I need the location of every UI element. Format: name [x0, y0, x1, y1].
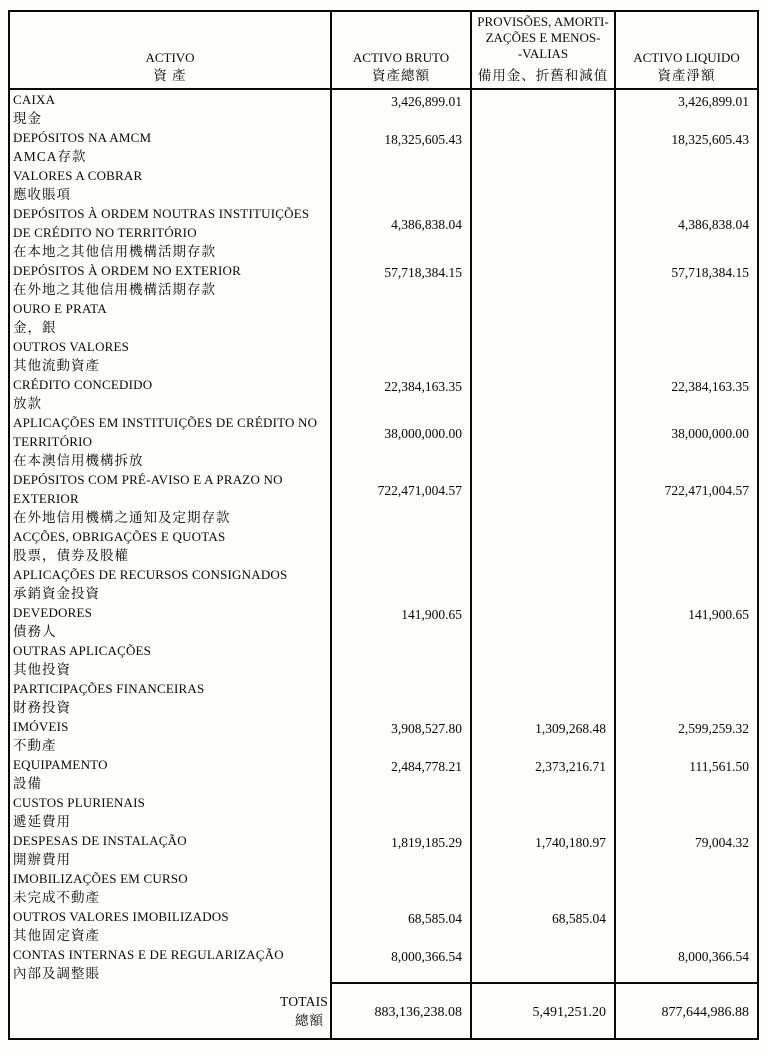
table-row — [9, 375, 758, 413]
gross-value: 2,484,778.21 — [331, 755, 471, 793]
net-value: 3,426,899.01 — [615, 89, 758, 128]
net-value — [615, 869, 758, 907]
asset-name-cn: 財務投資 — [13, 700, 71, 715]
asset-name-cell — [9, 470, 331, 527]
gross-value: 22,384,163.35 — [331, 375, 471, 413]
gross-value — [331, 527, 471, 565]
gross-value: 3,908,527.80 — [331, 717, 471, 755]
provisions-value — [471, 470, 615, 527]
net-value: 722,471,004.57 — [615, 470, 758, 527]
table-row — [9, 945, 758, 983]
asset-name-cell — [9, 603, 331, 641]
table-row — [9, 907, 758, 945]
asset-name-cell — [9, 128, 331, 166]
asset-name-cn: 放款 — [13, 396, 42, 411]
table-row — [9, 527, 758, 565]
column-header-activo-liquido — [615, 11, 758, 89]
provisions-value — [471, 641, 615, 679]
asset-name-pt: OURO E PRATA — [13, 301, 107, 316]
column-header-activo-liquido-pt: ACTIVO LIQUIDO — [633, 50, 740, 65]
provisions-value — [471, 413, 615, 470]
asset-name-pt: OUTROS VALORES IMOBILIZADOS — [13, 909, 229, 924]
net-value — [615, 299, 758, 337]
gross-value: 4,386,838.04 — [331, 204, 471, 261]
asset-name-pt: DEPÓSITOS À ORDEM NO EXTERIOR — [13, 263, 242, 278]
gross-value — [331, 869, 471, 907]
net-value: 111,561.50 — [615, 755, 758, 793]
asset-name-cn: 內部及調整賬 — [13, 966, 100, 981]
gross-value: 8,000,366.54 — [331, 945, 471, 983]
totals-row — [9, 983, 758, 1039]
asset-name-pt: DEPÓSITOS COM PRÉ-AVISO E A PRAZO NO EXTERIOR — [13, 472, 283, 506]
table-row — [9, 89, 758, 128]
totals-provisions-value: 5,491,251.20 — [471, 983, 615, 1039]
table-row — [9, 793, 758, 831]
provisions-value — [471, 527, 615, 565]
asset-name-cn: 金，銀 — [13, 320, 57, 335]
gross-value — [331, 679, 471, 717]
asset-name-cell — [9, 204, 331, 261]
asset-name-cn: 遞延費用 — [13, 814, 71, 829]
provisions-value — [471, 565, 615, 603]
table-body — [9, 89, 758, 983]
net-value — [615, 907, 758, 945]
gross-value — [331, 166, 471, 204]
asset-name-cn: 現金 — [13, 111, 42, 126]
asset-name-cell — [9, 755, 331, 793]
asset-name-pt: IMOBILIZAÇÕES EM CURSO — [13, 871, 188, 886]
table-row — [9, 755, 758, 793]
table-row — [9, 869, 758, 907]
gross-value — [331, 641, 471, 679]
net-value: 4,386,838.04 — [615, 204, 758, 261]
gross-value — [331, 793, 471, 831]
provisions-value — [471, 869, 615, 907]
asset-name-pt: DEVEDORES — [13, 605, 93, 620]
net-value — [615, 679, 758, 717]
asset-name-cell — [9, 261, 331, 299]
net-value: 79,004.32 — [615, 831, 758, 869]
table-row — [9, 603, 758, 641]
net-value — [615, 166, 758, 204]
totals-gross-value: 883,136,238.08 — [331, 983, 471, 1039]
asset-name-cn: 債務人 — [13, 624, 57, 639]
net-value: 57,718,384.15 — [615, 261, 758, 299]
provisions-value — [471, 166, 615, 204]
provisions-value — [471, 89, 615, 128]
assets-table — [8, 10, 759, 1040]
asset-name-pt: DEPÓSITOS NA AMCM — [13, 130, 152, 145]
provisions-value — [471, 128, 615, 166]
provisions-value — [471, 299, 615, 337]
provisions-value — [471, 793, 615, 831]
asset-name-cn: 開辦費用 — [13, 852, 71, 867]
provisions-value — [471, 603, 615, 641]
table-row — [9, 128, 758, 166]
gross-value — [331, 337, 471, 375]
provisions-value — [471, 261, 615, 299]
asset-name-pt: PARTICIPAÇÕES FINANCEIRAS — [13, 681, 205, 696]
table-row — [9, 413, 758, 470]
provisions-value — [471, 337, 615, 375]
gross-value: 18,325,605.43 — [331, 128, 471, 166]
table-row — [9, 679, 758, 717]
column-header-activo-cn: 資 產 — [153, 68, 187, 83]
totals-label-cell — [9, 983, 331, 1039]
totals-label-pt: TOTAIS — [280, 993, 328, 1009]
net-value: 18,325,605.43 — [615, 128, 758, 166]
asset-name-cn: 在本澳信用機構拆放 — [13, 453, 144, 468]
asset-name-cell — [9, 337, 331, 375]
column-header-provisoes-pt-line1: PROVISÕES, AMORTI- — [477, 14, 609, 29]
gross-value: 722,471,004.57 — [331, 470, 471, 527]
asset-name-pt: IMÓVEIS — [13, 719, 69, 734]
asset-name-pt: DESPESAS DE INSTALAÇÃO — [13, 833, 187, 848]
table-row — [9, 337, 758, 375]
asset-name-cell — [9, 565, 331, 603]
column-header-activo-pt: ACTIVO — [145, 50, 195, 65]
asset-name-pt: CUSTOS PLURIENAIS — [13, 795, 146, 810]
totals-net-value: 877,644,986.88 — [615, 983, 758, 1039]
table-header — [9, 11, 758, 89]
provisions-value — [471, 375, 615, 413]
asset-name-cn: 設備 — [13, 776, 42, 791]
net-value: 8,000,366.54 — [615, 945, 758, 983]
column-header-activo — [9, 11, 331, 89]
asset-name-cn: 未完成不動產 — [13, 890, 100, 905]
net-value — [615, 527, 758, 565]
net-value: 22,384,163.35 — [615, 375, 758, 413]
asset-name-cn: 在外地信用機構之通知及定期存款 — [13, 510, 231, 525]
asset-name-pt: DEPÓSITOS À ORDEM NOUTRAS INSTITUIÇÕES DE CRÉDITO NO TERRITÓRIO — [13, 206, 310, 240]
net-value: 141,900.65 — [615, 603, 758, 641]
column-header-provisoes-pt-line2: ZAÇÕES E MENOS- — [485, 30, 601, 45]
asset-name-pt: CAIXA — [13, 92, 56, 107]
provisions-value — [471, 679, 615, 717]
gross-value: 3,426,899.01 — [331, 89, 471, 128]
gross-value — [331, 299, 471, 337]
table-row — [9, 565, 758, 603]
asset-name-cell — [9, 717, 331, 755]
asset-name-cell — [9, 945, 331, 983]
gross-value: 141,900.65 — [331, 603, 471, 641]
asset-name-pt: CONTAS INTERNAS E DE REGULARIZAÇÃO — [13, 947, 284, 962]
asset-name-pt: ACÇÕES, OBRIGAÇÕES E QUOTAS — [13, 529, 226, 544]
asset-name-cell — [9, 299, 331, 337]
column-header-activo-bruto-pt: ACTIVO BRUTO — [352, 50, 450, 65]
asset-name-cn: 應收賬項 — [13, 187, 71, 202]
provisions-value — [471, 204, 615, 261]
table-row — [9, 166, 758, 204]
table-row — [9, 641, 758, 679]
column-header-provisoes-cn: 備用金、折舊和減值 — [477, 68, 609, 83]
asset-name-cell — [9, 679, 331, 717]
gross-value: 1,819,185.29 — [331, 831, 471, 869]
asset-name-cell — [9, 375, 331, 413]
asset-name-pt: EQUIPAMENTO — [13, 757, 108, 772]
asset-name-cn: 股票，債券及股權 — [13, 548, 129, 563]
asset-name-cn: 其他流動資產 — [13, 358, 100, 373]
asset-name-cn: 承銷資金投資 — [13, 586, 100, 601]
asset-name-cn: 其他固定資產 — [13, 928, 100, 943]
asset-name-cell — [9, 166, 331, 204]
asset-name-cell — [9, 527, 331, 565]
net-value — [615, 337, 758, 375]
gross-value: 68,585.04 — [331, 907, 471, 945]
table-row — [9, 261, 758, 299]
column-header-activo-bruto — [331, 11, 471, 89]
asset-name-cell — [9, 641, 331, 679]
provisions-value: 1,309,268.48 — [471, 717, 615, 755]
net-value: 38,000,000.00 — [615, 413, 758, 470]
provisions-value: 2,373,216.71 — [471, 755, 615, 793]
table-row — [9, 831, 758, 869]
gross-value: 38,000,000.00 — [331, 413, 471, 470]
net-value — [615, 793, 758, 831]
net-value — [615, 565, 758, 603]
net-value: 2,599,259.32 — [615, 717, 758, 755]
provisions-value: 68,585.04 — [471, 907, 615, 945]
column-header-provisoes-pt-line3: -VALIAS — [517, 46, 569, 61]
asset-name-cn: 不動產 — [13, 738, 57, 753]
provisions-value: 1,740,180.97 — [471, 831, 615, 869]
gross-value — [331, 565, 471, 603]
asset-name-cn: 其他投資 — [13, 662, 71, 677]
totals-label-cn: 總額 — [295, 1012, 324, 1028]
asset-name-cell — [9, 413, 331, 470]
net-value — [615, 641, 758, 679]
column-header-activo-bruto-cn: 資產總額 — [372, 68, 430, 83]
asset-name-cn: 在外地之其他信用機構活期存款 — [13, 282, 216, 297]
asset-name-pt: OUTROS VALORES — [13, 339, 130, 354]
asset-name-pt: CRÉDITO CONCEDIDO — [13, 377, 153, 392]
table-row — [9, 470, 758, 527]
column-header-activo-liquido-cn: 資產淨額 — [657, 68, 716, 83]
asset-name-cell — [9, 907, 331, 945]
column-header-provisoes — [471, 11, 615, 89]
table-row — [9, 299, 758, 337]
asset-name-pt: OUTRAS APLICAÇÕES — [13, 643, 152, 658]
asset-name-cell — [9, 89, 331, 128]
asset-name-cn: 在本地之其他信用機構活期存款 — [13, 244, 216, 259]
asset-name-cn: AMCA存款 — [13, 149, 87, 164]
table-row — [9, 717, 758, 755]
asset-name-cell — [9, 869, 331, 907]
asset-name-cell — [9, 831, 331, 869]
asset-name-cell — [9, 793, 331, 831]
asset-name-pt: APLICAÇÕES DE RECURSOS CONSIGNADOS — [13, 567, 288, 582]
asset-name-pt: VALORES A COBRAR — [13, 168, 143, 183]
asset-name-pt: APLICAÇÕES EM INSTITUIÇÕES DE CRÉDITO NO TERRITÓRIO — [13, 415, 318, 449]
table-row — [9, 204, 758, 261]
gross-value: 57,718,384.15 — [331, 261, 471, 299]
provisions-value — [471, 945, 615, 983]
